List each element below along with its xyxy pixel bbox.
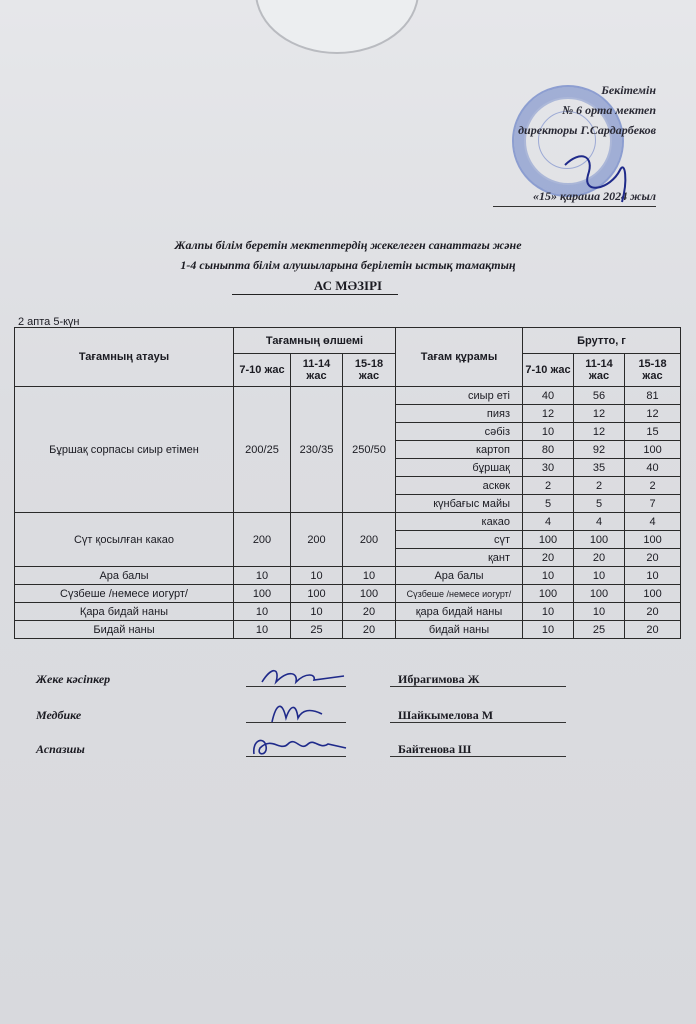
ingredient-name: қара бидай наны	[396, 603, 523, 621]
portion-value: 10	[234, 567, 291, 585]
gross-value: 4	[523, 513, 574, 531]
gross-value: 20	[625, 621, 681, 639]
ingredient-name: Ара балы	[396, 567, 523, 585]
portion-value: 230/35	[291, 387, 343, 513]
ingredient-name: какао	[396, 513, 523, 531]
signature-role: Жеке кәсіпкер	[36, 672, 111, 686]
menu-underline	[232, 294, 398, 295]
signature-name-line	[390, 722, 566, 723]
table-row	[15, 567, 681, 585]
gross-value: 10	[574, 567, 625, 585]
portion-value: 200	[234, 513, 291, 567]
ingredient-name: қант	[396, 549, 523, 567]
gross-value: 100	[574, 531, 625, 549]
ingredient-name: картоп	[396, 441, 523, 459]
dish-name: Бұршақ сорпасы сиыр етімен	[15, 387, 234, 513]
ingredient-name: аскөк	[396, 477, 523, 495]
portion-value: 10	[291, 603, 343, 621]
ingredient-name: Сүзбеше /немесе иогурт/	[396, 585, 523, 603]
gross-value: 10	[625, 567, 681, 585]
gross-value: 12	[523, 405, 574, 423]
ingredient-name: пияз	[396, 405, 523, 423]
gross-value: 10	[523, 567, 574, 585]
gross-value: 4	[625, 513, 681, 531]
menu-table	[14, 327, 681, 639]
gross-value: 20	[574, 549, 625, 567]
gross-value: 100	[625, 585, 681, 603]
gross-value: 25	[574, 621, 625, 639]
gross-value: 56	[574, 387, 625, 405]
portion-value: 20	[343, 603, 396, 621]
ingredient-name: сүт	[396, 531, 523, 549]
gross-value: 35	[574, 459, 625, 477]
gross-value: 10	[523, 621, 574, 639]
header-gross: Брутто, г	[523, 328, 681, 354]
portion-value: 100	[234, 585, 291, 603]
gross-value: 2	[523, 477, 574, 495]
ingredient-name: сиыр еті	[396, 387, 523, 405]
signature-name: Шайкымелова М	[398, 708, 494, 722]
ingredient-name: бидай наны	[396, 621, 523, 639]
gross-value: 7	[625, 495, 681, 513]
portion-value: 250/50	[343, 387, 396, 513]
portion-value: 10	[234, 621, 291, 639]
gross-value: 5	[523, 495, 574, 513]
header-dish-name: Тағамның атауы	[15, 328, 234, 387]
portion-value: 100	[343, 585, 396, 603]
gross-value: 40	[523, 387, 574, 405]
gross-value: 10	[523, 603, 574, 621]
gross-value: 2	[625, 477, 681, 495]
approval-line-1: Бекітемін	[601, 83, 656, 97]
gross-value: 100	[574, 585, 625, 603]
week-day-label: 2 апта 5-күн	[18, 316, 80, 328]
signature-line	[246, 686, 346, 687]
signature-name: Ибрагимова Ж	[398, 672, 480, 686]
header-portion-age-3: 15-18 жас	[343, 354, 396, 387]
portion-value: 200/25	[234, 387, 291, 513]
gross-value: 30	[523, 459, 574, 477]
signature-line	[246, 722, 346, 723]
approval-date: «15» қараша 2024 жыл	[493, 186, 656, 207]
gross-value: 2	[574, 477, 625, 495]
signature-role: Аспазшы	[36, 742, 85, 756]
menu-heading: АС МӘЗІРІ	[313, 278, 383, 293]
gross-value: 10	[574, 603, 625, 621]
portion-value: 10	[234, 603, 291, 621]
portion-value: 10	[291, 567, 343, 585]
approval-line-2: № 6 орта мектеп	[562, 103, 656, 117]
table-row	[15, 513, 681, 531]
gross-value: 40	[625, 459, 681, 477]
gross-value: 92	[574, 441, 625, 459]
header-gross-age-3: 15-18 жас	[625, 354, 681, 387]
gross-value: 12	[574, 423, 625, 441]
signature-name-line	[390, 686, 566, 687]
portion-value: 20	[343, 621, 396, 639]
signature-line	[246, 756, 346, 757]
signature-row	[0, 740, 696, 764]
approval-line-3: директоры Г.Сардарбеков	[518, 123, 656, 137]
signature-name-line	[390, 756, 566, 757]
header-gross-age-2: 11-14 жас	[574, 354, 625, 387]
dish-name: Бидай наны	[15, 621, 234, 639]
title-line-2: 1-4 сыныпта білім алушыларына берілетін ыстық тамақтың	[180, 258, 516, 272]
header-composition: Тағам құрамы	[396, 328, 523, 387]
gross-value: 20	[625, 549, 681, 567]
title-line-1: Жалпы білім беретін мектептердің жекелеген санаттағы және	[174, 238, 522, 252]
signature-row	[0, 706, 696, 730]
dish-name: Сүзбеше /немесе иогурт/	[15, 585, 234, 603]
portion-value: 200	[343, 513, 396, 567]
table-row	[15, 603, 681, 621]
header-gross-age-1: 7-10 жас	[523, 354, 574, 387]
gross-value: 12	[574, 405, 625, 423]
gross-value: 15	[625, 423, 681, 441]
ingredient-name: бұршақ	[396, 459, 523, 477]
gross-value: 4	[574, 513, 625, 531]
dish-name: Сүт қосылған какао	[15, 513, 234, 567]
signature-role: Медбике	[36, 708, 82, 722]
header-portion: Тағамның өлшемі	[234, 328, 396, 354]
ingredient-name: сәбіз	[396, 423, 523, 441]
gross-value: 100	[523, 585, 574, 603]
gross-value: 100	[625, 531, 681, 549]
portion-value: 200	[291, 513, 343, 567]
signature-name: Байтенова Ш	[398, 742, 472, 756]
table-row	[15, 387, 681, 405]
portion-value: 10	[343, 567, 396, 585]
gross-value: 12	[625, 405, 681, 423]
gross-value: 81	[625, 387, 681, 405]
gross-value: 10	[523, 423, 574, 441]
header-portion-age-1: 7-10 жас	[234, 354, 291, 387]
dish-name: Ара балы	[15, 567, 234, 585]
ingredient-name: күнбағыс майы	[396, 495, 523, 513]
table-row	[15, 585, 681, 603]
director-signature	[560, 140, 640, 210]
header-portion-age-2: 11-14 жас	[291, 354, 343, 387]
portion-value: 25	[291, 621, 343, 639]
gross-value: 20	[625, 603, 681, 621]
portion-value: 100	[291, 585, 343, 603]
dish-name: Қара бидай наны	[15, 603, 234, 621]
gross-value: 100	[625, 441, 681, 459]
gross-value: 20	[523, 549, 574, 567]
gross-value: 5	[574, 495, 625, 513]
gross-value: 80	[523, 441, 574, 459]
gross-value: 100	[523, 531, 574, 549]
handwritten-signature	[250, 732, 350, 762]
signature-row	[0, 670, 696, 694]
table-row	[15, 621, 681, 639]
